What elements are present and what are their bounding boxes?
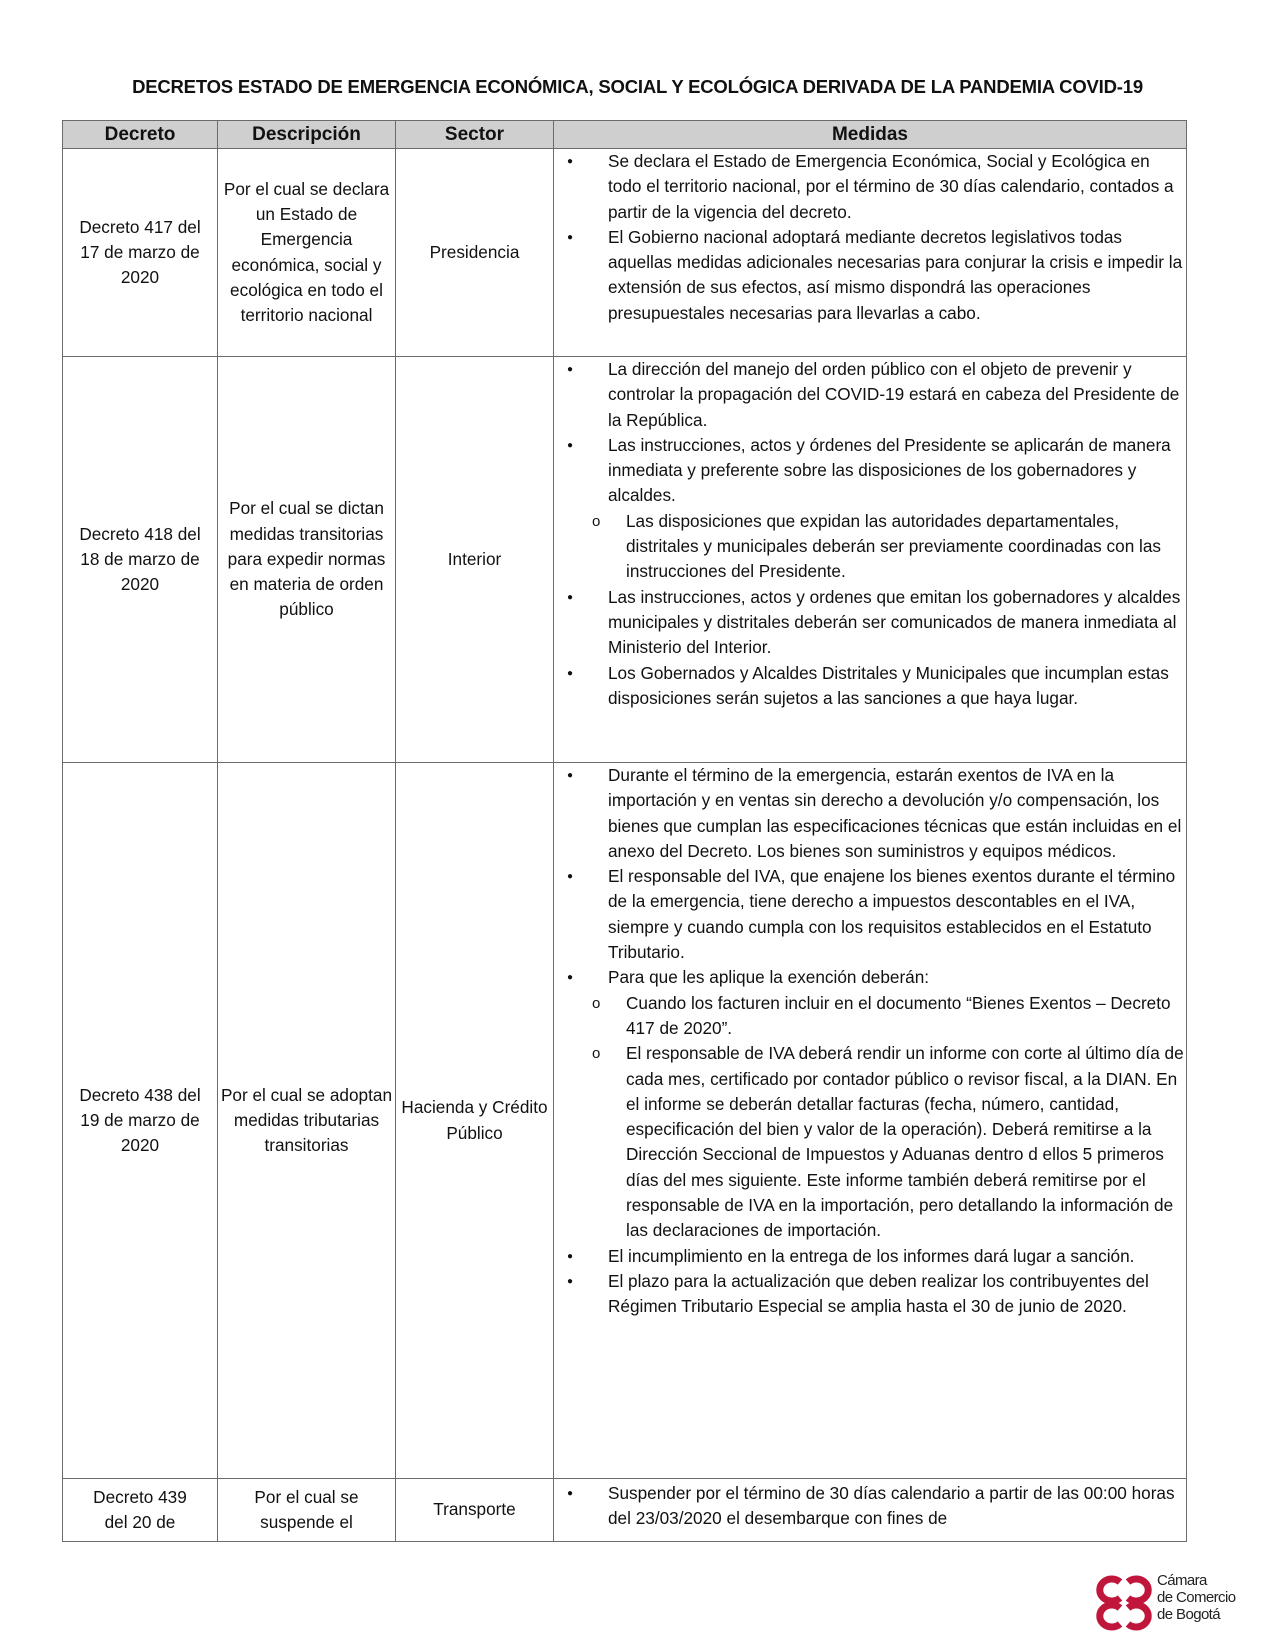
table-row	[63, 1479, 1187, 1542]
medida-item: ● Los Gobernados y Alcaldes Distritales y Municipales que incumplan estas disposiciones serán sujetos a las sanciones a que haya lugar.	[554, 661, 1186, 712]
medida-item: ● El incumplimiento en la entrega de los informes dará lugar a sanción.	[554, 1244, 1186, 1269]
logo-rings-icon	[1092, 1572, 1156, 1634]
cell-decreto: Decreto 438 del 19 de marzo de 2020	[63, 763, 218, 1479]
document-title: DECRETOS ESTADO DE EMERGENCIA ECONÓMICA, SOCIAL Y ECOLÓGICA DERIVADA DE LA PANDEMIA COVID-19	[132, 76, 1143, 97]
medida-item: ● Suspender por el término de 30 días calendario a partir de las 00:00 horas del 23/03/2020 el desembarque con fines de	[554, 1481, 1186, 1532]
cell-sector: Presidencia	[396, 149, 554, 357]
medida-item: ● El responsable del IVA, que enajene los bienes exentos durante el término de la emergencia, tiene derecho a impuestos descontables en el IVA, siempre y cuando cumpla con los requisitos establecidos en el Estatuto Tributario.	[554, 864, 1186, 965]
cell-descripcion: Por el cual se suspende el	[218, 1479, 396, 1542]
header-decreto: Decreto	[63, 121, 218, 149]
cell-descripcion: Por el cual se dictan medidas transitorias para expedir normas en materia de orden público	[218, 357, 396, 763]
cell-decreto: Decreto 417 del 17 de marzo de 2020	[63, 149, 218, 357]
cell-medidas	[554, 1479, 1187, 1542]
table-header-row	[63, 121, 1187, 149]
medida-item: ● Para que les aplique la exención deberán: o Cuando los facturen incluir en el documento “Bienes Exentos – Decreto 417 de 2020”. o El responsable de IVA deberá rendir un informe con corte al último día de cada mes, certificado por contador público o revisor fiscal, a la DIAN. En el informe se deberán detallar facturas (fecha, número, cantidad, especificación del bien y valor de la operación). Deberá remitirse a la Dirección Seccional de Impuestos y Aduanas dentro d ellos 5 primeros días del mes siguiente. Este informe también deberá remitirse por el responsable de IVA en la importación, pero detallando la información de las declaraciones de importación.	[554, 965, 1186, 1243]
decretos-table	[62, 120, 1187, 1542]
cell-decreto: Decreto 418 del 18 de marzo de 2020	[63, 357, 218, 763]
header-sector: Sector	[396, 121, 554, 149]
cell-descripcion: Por el cual se adoptan medidas tributarias transitorias	[218, 763, 396, 1479]
medida-item: ● El plazo para la actualización que deben realizar los contribuyentes del Régimen Tributario Especial se amplia hasta el 30 de junio de 2020.	[554, 1269, 1186, 1320]
medida-item: ● La dirección del manejo del orden público con el objeto de prevenir y controlar la propagación del COVID-19 estará en cabeza del Presidente de la República.	[554, 357, 1186, 433]
sub-medida-item: o Las disposiciones que expidan las autoridades departamentales, distritales y municipales deberán ser previamente coordinadas con las instrucciones del Presidente.	[554, 509, 1186, 585]
table-row	[63, 763, 1187, 1479]
header-medidas: Medidas	[554, 121, 1187, 149]
cell-sector: Interior	[396, 357, 554, 763]
cell-sector: Hacienda y Crédito Público	[396, 763, 554, 1479]
cell-decreto: Decreto 439 del 20 de	[63, 1479, 218, 1542]
medida-item: ● Las instrucciones, actos y ordenes que emitan los gobernadores y alcaldes municipales y distritales deberán ser comunicados de manera inmediata al Ministerio del Interior.	[554, 585, 1186, 661]
cell-descripcion: Por el cual se declara un Estado de Emergencia económica, social y ecológica en todo el territorio nacional	[218, 149, 396, 357]
cell-medidas	[554, 763, 1187, 1479]
medida-item: ● Durante el término de la emergencia, estarán exentos de IVA en la importación y en ventas sin derecho a devolución y/o compensación, los bienes que cumplan las especificaciones técnicas que están incluidas en el anexo del Decreto. Los bienes son suministros y equipos médicos.	[554, 763, 1186, 864]
sub-medida-item: o El responsable de IVA deberá rendir un informe con corte al último día de cada mes, certificado por contador público o revisor fiscal, a la DIAN. En el informe se deberán detallar facturas (fecha, número, cantidad, especificación del bien y valor de la operación). Deberá remitirse a la Dirección Seccional de Impuestos y Aduanas dentro d ellos 5 primeros días del mes siguiente. Este informe también deberá remitirse por el responsable de IVA en la importación, pero detallando la información de las declaraciones de importación.	[554, 1041, 1186, 1243]
logo-text: Cámara de Comercio de Bogotá	[1157, 1572, 1236, 1623]
header-descripcion: Descripción	[218, 121, 396, 149]
camara-comercio-bogota-logo	[1092, 1572, 1262, 1642]
cell-sector: Transporte	[396, 1479, 554, 1542]
medida-item: ● Se declara el Estado de Emergencia Económica, Social y Ecológica en todo el territorio nacional, por el término de 30 días calendario, contados a partir de la vigencia del decreto.	[554, 149, 1186, 225]
medida-item: ● El Gobierno nacional adoptará mediante decretos legislativos todas aquellas medidas adicionales necesarias para conjurar la crisis e impedir la extensión de sus efectos, así mismo dispondrá las operaciones presupuestales necesarias para llevarlas a cabo.	[554, 225, 1186, 326]
table-row	[63, 357, 1187, 763]
sub-medida-item: o Cuando los facturen incluir en el documento “Bienes Exentos – Decreto 417 de 2020”.	[554, 991, 1186, 1042]
table-row	[63, 149, 1187, 357]
cell-medidas	[554, 149, 1187, 357]
medida-item: ● Las instrucciones, actos y órdenes del Presidente se aplicarán de manera inmediata y preferente sobre las disposiciones de los gobernadores y alcaldes. o Las disposiciones que expidan las autoridades departamentales, distritales y municipales deberán ser previamente coordinadas con las instrucciones del Presidente.	[554, 433, 1186, 585]
cell-medidas	[554, 357, 1187, 763]
